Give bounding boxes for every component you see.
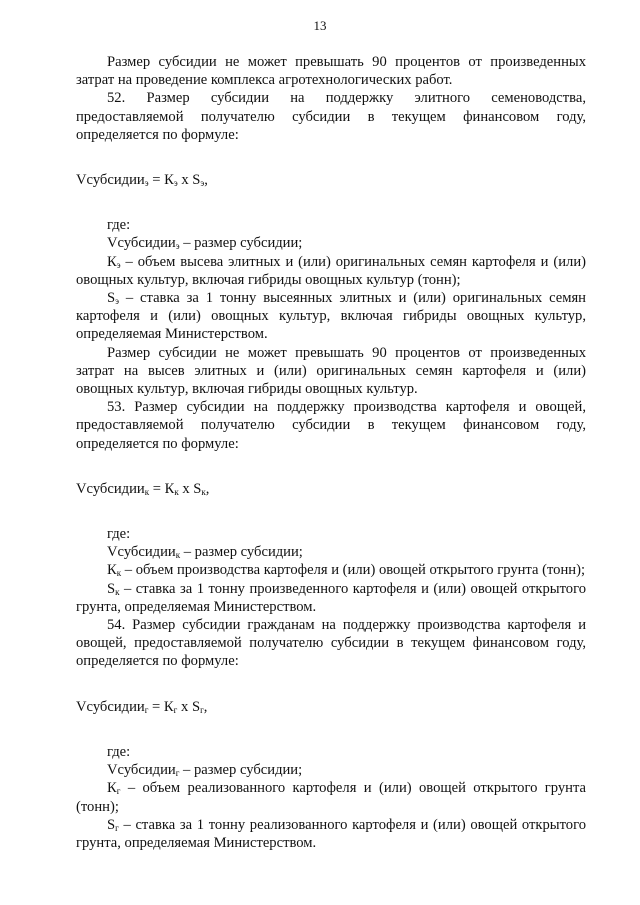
formula-54-k-sub: г [173, 704, 178, 715]
formula-53-tail: , [205, 480, 210, 497]
definition-54-s-text: – ставка за 1 тонну реализованного картофеля и (или) овощей открытого грунта, определяемая Министерством. [76, 816, 586, 851]
paragraph-52-limit: Размер субсидии не может превышать 90 процентов от произведенных затрат на высев элитных и (или) оригинальных семян картофеля и (или) овощных культур, включая гибриды овощных культур. [76, 344, 586, 398]
definition-54-k [76, 779, 586, 815]
formula-54-tail: , [203, 698, 208, 715]
definition-52-s-sub: э [115, 296, 119, 307]
definition-54-k-sub: г [116, 786, 121, 797]
paragraph-52: 52. Размер субсидии на поддержку элитного семеноводства, предоставляемой получателю субсидии в текущем финансовом году, определяется по формуле: [76, 90, 586, 143]
formula-52-k-sub: э [173, 178, 178, 189]
formula-54 [76, 698, 586, 716]
where-label-53: где: [107, 526, 131, 543]
definition-52-v-symbol: Vсубсидии [107, 235, 176, 252]
formula-53 [76, 480, 586, 498]
definition-52-s-text: – ставка за 1 тонну высеянных элитных и (или) оригинальных семян картофеля и (или) овощных культур, включая гибриды овощных культур, определяемая Министерством. [76, 290, 586, 343]
definition-54-v [76, 761, 586, 779]
definition-53-v-text: – размер субсидии; [180, 544, 303, 561]
paragraph-53: 53. Размер субсидии на поддержку производства картофеля и овощей, предоставляемой получателю субсидии в текущем финансовом году, определяется по формуле: [76, 399, 586, 452]
definition-53-k-text: – объем производства картофеля и (или) овощей открытого грунта (тонн); [121, 562, 585, 579]
definition-52-k-symbol: К [107, 253, 117, 270]
definition-53-k [76, 561, 586, 579]
formula-52-lhs-sub: э [144, 178, 149, 189]
definition-54-v-symbol: Vсубсидии [107, 762, 176, 779]
formula-52-k: = К [148, 172, 174, 189]
formula-53-lhs: Vсубсидии [76, 480, 145, 497]
definition-52-v-text: – размер субсидии; [179, 235, 303, 252]
definition-53-s [76, 580, 586, 616]
formula-53-k: = К [149, 480, 175, 497]
definition-52-k [76, 253, 586, 289]
formula-53-k-sub: к [174, 486, 179, 497]
formula-54-lhs-sub: г [144, 704, 149, 715]
document-body [76, 53, 586, 852]
definition-54-s-symbol: S [107, 816, 116, 833]
definition-53-s-sub: к [115, 586, 120, 597]
definition-54-s-sub: г [115, 822, 119, 833]
paragraph-54: 54. Размер субсидии гражданам на поддержку производства картофеля и овощей, предоставляемой получателю субсидии в текущем финансовом году, определяется по формуле: [76, 617, 586, 670]
where-label-54: где: [107, 743, 131, 760]
definition-53-v [76, 543, 586, 561]
where-label-52: где: [107, 217, 131, 234]
definition-53-v-sub: к [175, 550, 181, 561]
formula-54-k: = К [148, 698, 174, 715]
definition-54-v-text: – размер субсидии; [179, 762, 303, 779]
page-number: 13 [313, 18, 327, 33]
definition-54-k-symbol: К [107, 780, 117, 797]
formula-53-s-sub: к [201, 486, 206, 497]
definition-53-k-sub: к [116, 568, 122, 579]
definition-54-k-text: – объем реализованного картофеля и (или) овощей открытого грунта (тонн); [76, 780, 586, 815]
formula-53-lhs-sub: к [144, 486, 150, 497]
definition-52-s-symbol: S [107, 290, 116, 307]
definition-52-k-sub: э [116, 259, 121, 270]
formula-54-s: x S [177, 698, 201, 715]
definition-52-k-text: – объем высева элитных и (или) оригинальных семян картофеля и (или) овощных культур, включая гибриды овощных культур (тонн); [76, 253, 586, 288]
definition-52-v-sub: э [175, 241, 180, 252]
definition-53-v-symbol: Vсубсидии [107, 544, 176, 561]
formula-52-tail: , [204, 172, 208, 189]
formula-52-lhs: Vсубсидии [76, 172, 145, 189]
definition-54-v-sub: г [175, 768, 180, 779]
definition-53-k-symbol: К [107, 562, 117, 579]
definition-52-v [76, 234, 586, 252]
formula-52-s-sub: э [200, 178, 205, 189]
formula-54-lhs: Vсубсидии [76, 698, 145, 715]
formula-52-s: x S [177, 172, 201, 189]
formula-54-s-sub: г [200, 704, 204, 715]
definition-52-s [76, 289, 586, 344]
paragraph-subsidy-limit-agrotech: Размер субсидии не может превышать 90 процентов от произведенных затрат на проведение комплекса агротехнологических работ. [76, 54, 586, 89]
formula-52 [76, 171, 586, 189]
definition-54-s [76, 816, 586, 852]
definition-53-s-text: – ставка за 1 тонну произведенного картофеля и (или) овощей открытого грунта, определяемая Министерством. [76, 580, 586, 615]
definition-53-s-symbol: S [107, 580, 116, 597]
formula-53-s: x S [178, 480, 202, 497]
